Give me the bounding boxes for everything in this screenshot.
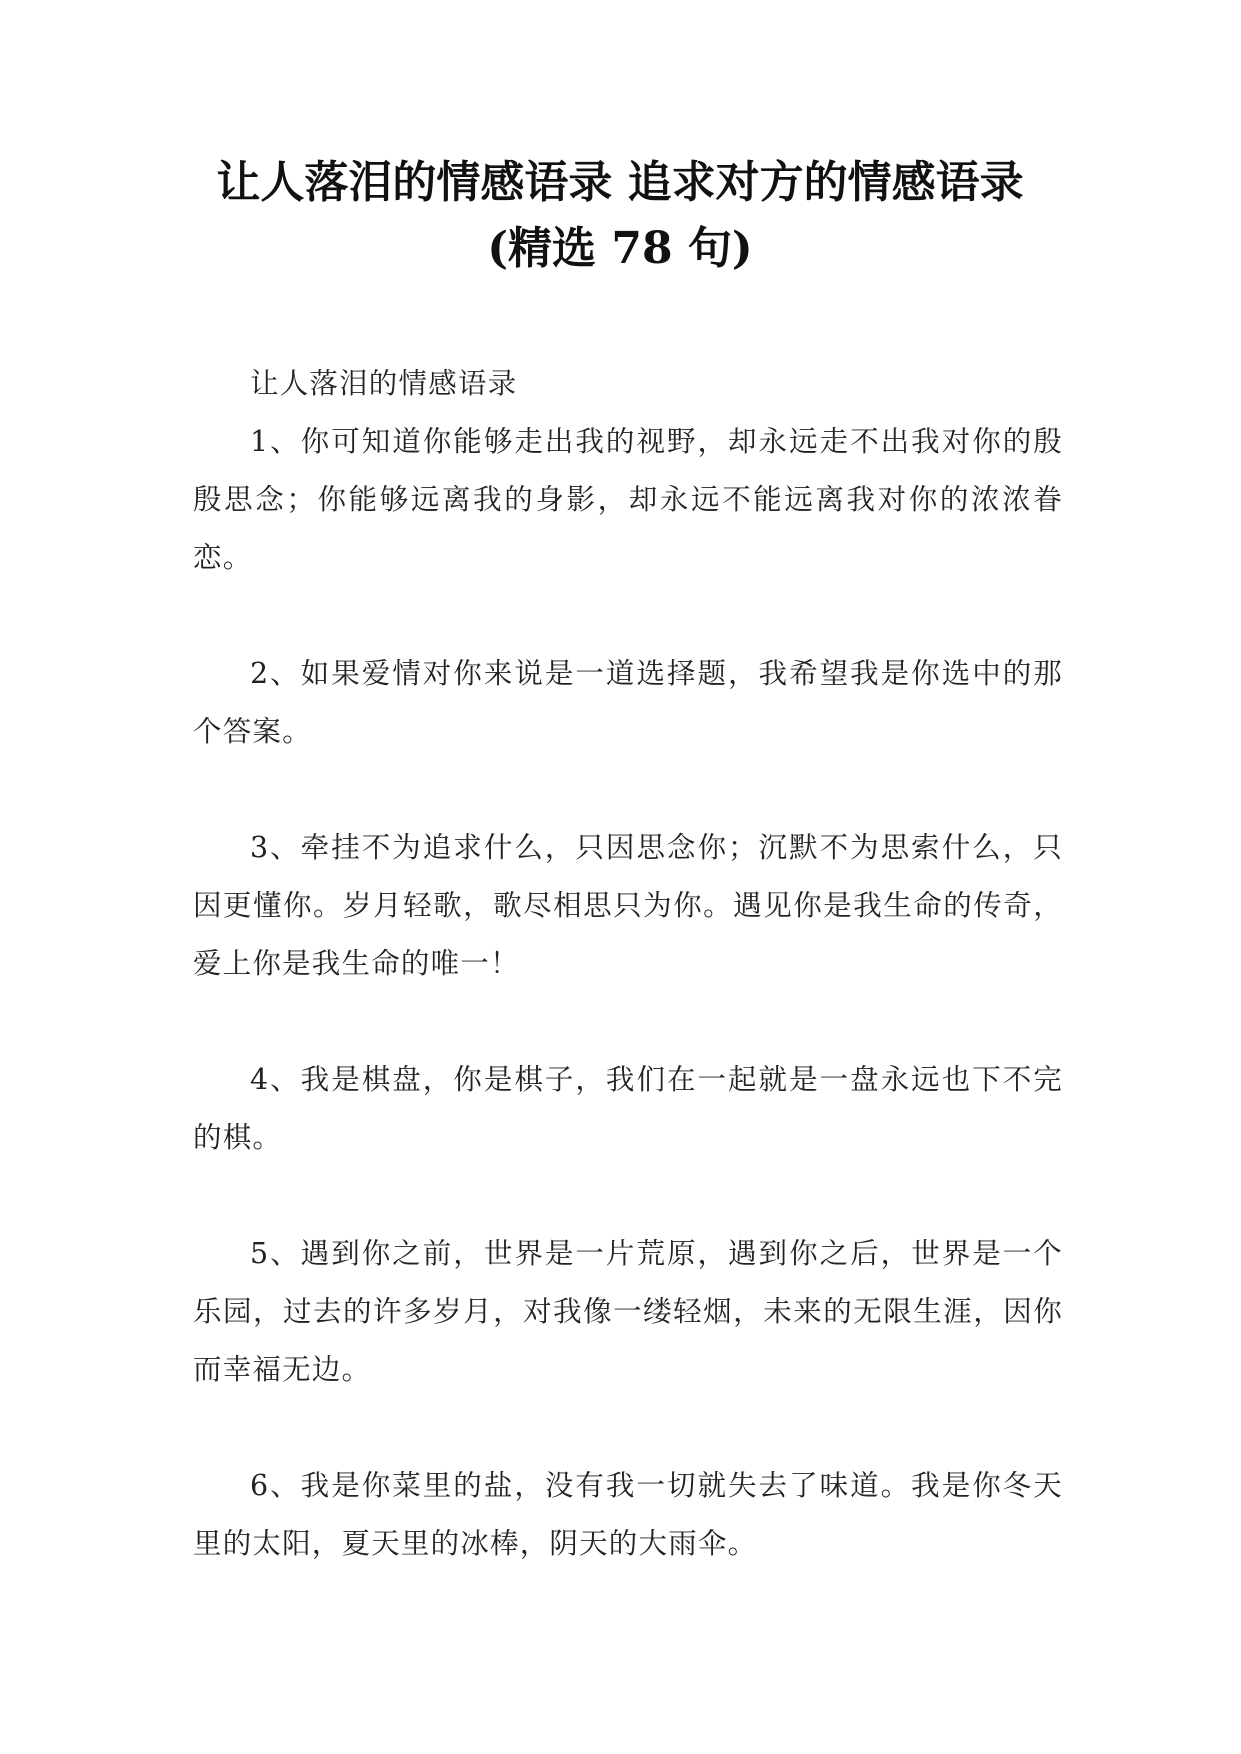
title-line-2: (精选 78 句)	[487, 223, 753, 274]
quote-entry-4: 4、我是棋盘，你是棋子，我们在一起就是一盘永远也下不完的棋。	[193, 1063, 1063, 1154]
quote-entry-2: 2、如果爱情对你来说是一道选择题，我希望我是你选中的那个答案。	[193, 657, 1063, 748]
quote-entry-3: 3、牵挂不为追求什么，只因思念你；沉默不为思索什么，只因更懂你。岁月轻歌，歌尽相思只为你。遇见你是我生命的传奇，爱上你是我生命的唯一！	[193, 831, 1063, 980]
title-line-1: 让人落泪的情感语录 追求对方的情感语录	[216, 157, 1024, 208]
document-body	[193, 355, 1063, 1631]
quote-entry-1: 1、你可知道你能够走出我的视野，却永远走不出我对你的殷殷思念；你能够远离我的身影，却永远不能远离我对你的浓浓眷恋。	[193, 425, 1063, 574]
quote-entry-6: 6、我是你菜里的盐，没有我一切就失去了味道。我是你冬天里的太阳，夏天里的冰棒，阴天的大雨伞。	[193, 1469, 1063, 1560]
quote-entry-5: 5、遇到你之前，世界是一片荒原，遇到你之后，世界是一个乐园，过去的许多岁月，对我像一缕轻烟，未来的无限生涯，因你而幸福无边。	[193, 1237, 1063, 1386]
document-title	[150, 150, 1090, 282]
section-heading: 让人落泪的情感语录	[250, 367, 518, 400]
